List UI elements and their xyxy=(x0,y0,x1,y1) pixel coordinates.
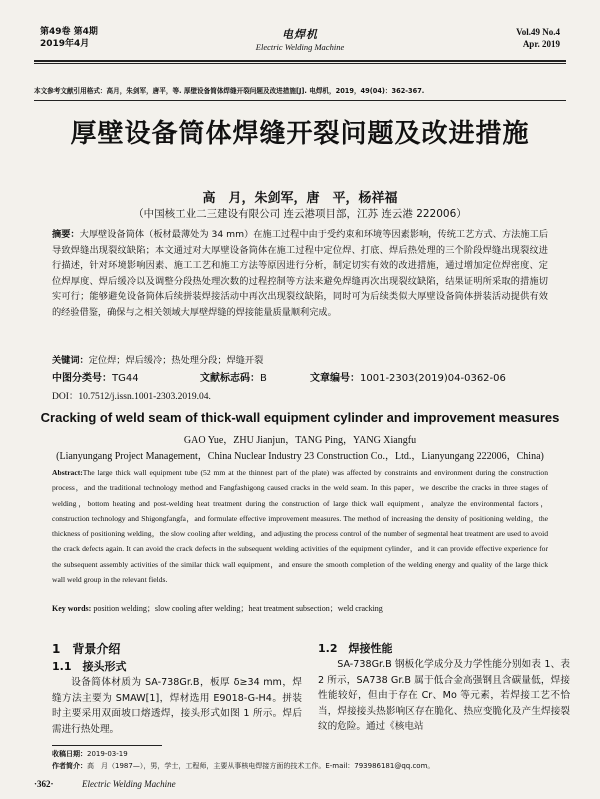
footer-journal-name: Electric Welding Machine xyxy=(82,779,176,789)
doi: DOI：10.7512/j.issn.1001-2303.2019.04. xyxy=(52,392,211,402)
keywords-en-text: position welding；slow cooling after welding；heat treatment subsection；weld cracking xyxy=(93,604,383,613)
paragraph-weldability: SA-738Gr.B 钢板化学成分及力学性能分别如表 1、表 2 所示，SA738 Gr.B 属于低合金高强钢且含碳量低，焊接性能较好，但由于存在 Cr、Mo 等元素，若焊接工艺不恰当，焊接接头热影响区存在脆化、热应变脆化及产生焊接裂纹的危险。通过《核电站 xyxy=(318,659,570,732)
footnotes xyxy=(52,748,560,772)
keywords-cn-text: 定位焊；焊后缓冷；热处理分段；焊缝开裂 xyxy=(88,355,264,366)
body-column-right xyxy=(318,640,570,735)
header-rule-thin xyxy=(34,63,566,64)
authors-cn: 高 月，朱剑军，唐 平，杨祥福 xyxy=(202,191,398,206)
keywords-en xyxy=(52,603,548,614)
citation-line: 本文参考文献引用格式：高月，朱剑军，唐平，等. 厚壁设备简体焊缝开裂问题及改进措施[J]. 电焊机，2019，49(04)：362-367. xyxy=(34,87,425,95)
volume-issue-cn: 第49卷 第4期 xyxy=(40,27,98,37)
doc-code xyxy=(200,369,267,384)
journal-name-cn: 电焊机 xyxy=(282,28,318,41)
footnote-rule xyxy=(52,745,162,746)
section-heading-1-1: 1.1 接头形式 xyxy=(52,660,127,673)
doc-code-value: B xyxy=(260,373,267,384)
running-header xyxy=(40,26,560,58)
clc-code xyxy=(52,369,139,384)
author-bio xyxy=(52,760,560,772)
abstract-en xyxy=(52,465,548,587)
received-date xyxy=(52,748,560,760)
abstract-en-label: Abstract: xyxy=(52,468,83,477)
body-column-left xyxy=(52,640,302,737)
authors-en: GAO Yue，ZHU Jianjun，TANG Ping，YANG Xiangfu xyxy=(183,435,417,446)
keywords-en-label: Key words: xyxy=(52,604,92,613)
article-number xyxy=(310,369,506,384)
header-right xyxy=(516,26,560,50)
clc-value: TG44 xyxy=(112,373,139,384)
header-journal xyxy=(40,26,560,52)
citation-rule xyxy=(34,100,566,101)
title-cn: 厚壁设备筒体焊缝开裂问题及改进措施 xyxy=(70,119,530,149)
doc-code-label: 文献标志码： xyxy=(200,373,260,384)
article-no-value: 1001-2303(2019)04-0362-06 xyxy=(360,373,506,384)
article-no-label: 文章编号： xyxy=(310,373,360,384)
abstract-cn xyxy=(52,227,548,321)
received-label: 收稿日期： xyxy=(52,750,87,758)
section-heading-1: 1 背景介绍 xyxy=(52,642,121,656)
received-value: 2019-03-19 xyxy=(87,750,128,758)
abstract-en-text: The large thick wall equipment tube (52 mm at the thinnest part of the plate) was affected by constraints and environment during the construction process，and the traditional technology method and Fangfashigong caused cracks in the weld seam. In this paper，we describe the cracks in three stages of welding，bottom heating and post-welding heat treatment during the construction of large thick wall equipment，analyze the environmental factors，construction technology and Shigongfangfa，and formulate effective improvement measures. The method of increasing the density of positioning welding，the thickness of positioning welding，the slow cooling after welding，and adjusting the process control of the number of segmental heat treatment are used to avoid the crack defects again. It can avoid the crack defects in the subsequent welding activities of the equipment cylinder，and it can provide effective experience for the subsequent assembly activities of the similar thick wall equipment，and ensure the smooth completion of the welding energy and quality of the large thick wall weld group in the relevant fields. xyxy=(52,468,548,585)
author-bio-value: 高 月（1987—），男，学士，工程师，主要从事核电焊接方面的技术工作。E-mail：793986181@qq.com。 xyxy=(87,762,435,770)
affiliation-cn: （中国核工业二三建设有限公司 连云港项目部，江苏 连云港 222006） xyxy=(133,208,467,220)
clc-label: 中图分类号： xyxy=(52,373,112,384)
keywords-cn-label: 关键词： xyxy=(52,355,89,366)
date-cn: 2019年4月 xyxy=(40,39,90,49)
title-en: Cracking of weld seam of thick-wall equipment cylinder and improvement measures xyxy=(40,410,560,425)
abstract-cn-text: 大厚壁设备筒体（板材最薄处为 34 mm）在施工过程中由于受约束和环境等因素影响，传统工艺方式、方法施工后导致焊缝出现裂纹缺陷；本文通过对大厚壁设备筒体在施工过程中定位焊、打底、焊后热处理的三个阶段焊缝出现裂纹进行描述，针对环境影响因素、施工工艺和施工方法等原因进行分析，制定切实有效的改进措施，通过增加定位焊密度、定位焊厚度、焊后缓冷以及调整分段热处理次数的过程控制等方法来避免焊缝再次出现裂纹缺陷，结果证明所采取的措施切实可行；能够避免设备筒体后续拼装焊接活动中再次出现裂纹缺陷，同时可为后续类似大厚壁设备筒体拼装活动提供有效的经验借鉴，确保与之相关领域大厚壁焊缝的焊接能量质量顺利完成。 xyxy=(52,229,549,318)
section-heading-1-2: 1.2 焊接性能 xyxy=(318,642,393,655)
date-en: Apr. 2019 xyxy=(522,39,560,49)
paragraph-joint-form: 设备简体材质为 SA-738Gr.B，板厚 δ≥34 mm，焊缝方法主要为 SMAW[1]，焊材选用 E9018-G-H4。拼装时主要采用双面坡口熔透焊，接头形式如图 1 所示。焊后需进行热处理。 xyxy=(52,677,302,735)
classification-row xyxy=(52,369,548,383)
author-bio-label: 作者简介： xyxy=(52,762,87,770)
header-rule xyxy=(34,60,566,62)
volume-issue-en: Vol.49 No.4 xyxy=(516,27,560,37)
affiliation-en: (Lianyungang Project Management，China Nuclear Industry 23 Construction Co.，Ltd.，Lianyungang 222006，China) xyxy=(56,451,544,462)
page-number: ·362· xyxy=(34,779,54,789)
journal-name-en: Electric Welding Machine xyxy=(255,42,345,52)
abstract-cn-label: 摘要： xyxy=(52,229,80,240)
keywords-cn xyxy=(52,352,548,366)
